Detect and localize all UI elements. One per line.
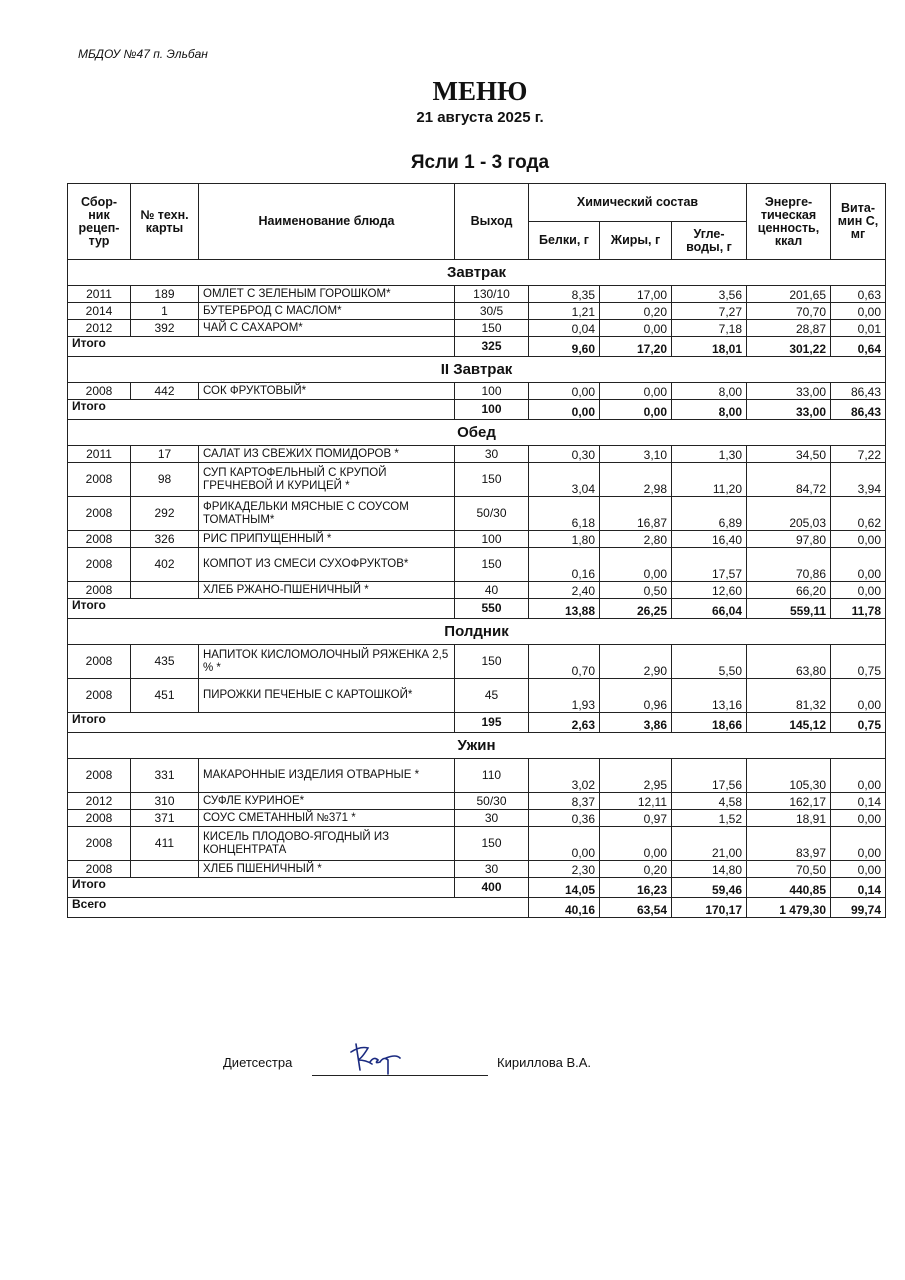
- dish-yield: 130/10: [455, 286, 529, 303]
- recipe-collection: 2008: [68, 645, 131, 679]
- energy-value: 70,70: [747, 303, 831, 320]
- section-title: II Завтрак: [68, 357, 886, 383]
- fat-value: 17,00: [600, 286, 672, 303]
- vitamin-c-value: 0,75: [831, 645, 886, 679]
- vitamin-c-value: 3,94: [831, 463, 886, 497]
- fat-value: 0,00: [600, 320, 672, 337]
- recipe-collection: 2011: [68, 286, 131, 303]
- dish-name: ПИРОЖКИ ПЕЧЕНЫЕ С КАРТОШКОЙ*: [199, 679, 455, 713]
- tech-card-number: 331: [131, 759, 199, 793]
- total-protein: 13,88: [529, 599, 600, 619]
- protein-value: 8,35: [529, 286, 600, 303]
- total-energy: 559,11: [747, 599, 831, 619]
- fat-value: 0,00: [600, 548, 672, 582]
- dish-name: КИСЕЛЬ ПЛОДОВО-ЯГОДНЫЙ ИЗ КОНЦЕНТРАТА: [199, 827, 455, 861]
- menu-table: [67, 183, 886, 918]
- energy-value: 105,30: [747, 759, 831, 793]
- fat-value: 2,95: [600, 759, 672, 793]
- protein-value: 0,04: [529, 320, 600, 337]
- section-total-row: [68, 400, 886, 420]
- signature-role: Диетсестра: [223, 1055, 293, 1070]
- protein-value: 2,30: [529, 861, 600, 878]
- energy-value: 201,65: [747, 286, 831, 303]
- energy-value: 70,50: [747, 861, 831, 878]
- total-yield: 195: [455, 713, 529, 733]
- total-energy: 440,85: [747, 878, 831, 898]
- carbs-value: 4,58: [672, 793, 747, 810]
- menu-body: [68, 260, 886, 918]
- col-name: Наименование блюда: [199, 184, 455, 260]
- col-fat: Жиры, г: [600, 222, 672, 260]
- tech-card-number: 411: [131, 827, 199, 861]
- dish-name: САЛАТ ИЗ СВЕЖИХ ПОМИДОРОВ *: [199, 446, 455, 463]
- organization-name: МБДОУ №47 п. Эльбан: [78, 47, 208, 61]
- total-fat: 26,25: [600, 599, 672, 619]
- energy-value: 66,20: [747, 582, 831, 599]
- dish-yield: 30: [455, 861, 529, 878]
- energy-value: 81,32: [747, 679, 831, 713]
- section-title: Ужин: [68, 733, 886, 759]
- energy-value: 162,17: [747, 793, 831, 810]
- handwritten-signature: [348, 1040, 408, 1076]
- section-title: Обед: [68, 420, 886, 446]
- protein-value: 3,04: [529, 463, 600, 497]
- energy-value: 33,00: [747, 383, 831, 400]
- dish-row: [68, 463, 886, 497]
- carbs-value: 17,56: [672, 759, 747, 793]
- dish-row: [68, 827, 886, 861]
- recipe-collection: 2008: [68, 582, 131, 599]
- tech-card-number: 392: [131, 320, 199, 337]
- tech-card-number: 310: [131, 793, 199, 810]
- tech-card-number: [131, 582, 199, 599]
- recipe-collection: 2008: [68, 827, 131, 861]
- recipe-collection: 2014: [68, 303, 131, 320]
- vitamin-c-value: 0,00: [831, 582, 886, 599]
- total-label: Итого: [68, 713, 455, 733]
- fat-value: 2,80: [600, 531, 672, 548]
- vitamin-c-value: 0,00: [831, 548, 886, 582]
- recipe-collection: 2008: [68, 759, 131, 793]
- carbs-value: 1,52: [672, 810, 747, 827]
- total-yield: 325: [455, 337, 529, 357]
- grand-total-row: [68, 898, 886, 918]
- dish-yield: 110: [455, 759, 529, 793]
- tech-card-number: 292: [131, 497, 199, 531]
- dish-name: НАПИТОК КИСЛОМОЛОЧНЫЙ РЯЖЕНКА 2,5 % *: [199, 645, 455, 679]
- dish-yield: 100: [455, 383, 529, 400]
- tech-card-number: 17: [131, 446, 199, 463]
- dish-row: [68, 548, 886, 582]
- protein-value: 1,21: [529, 303, 600, 320]
- vitamin-c-value: 0,62: [831, 497, 886, 531]
- total-label: Итого: [68, 878, 455, 898]
- protein-value: 2,40: [529, 582, 600, 599]
- dish-yield: 40: [455, 582, 529, 599]
- col-yield: Выход: [455, 184, 529, 260]
- age-group: Ясли 1 - 3 года: [410, 152, 550, 173]
- energy-value: 63,80: [747, 645, 831, 679]
- recipe-collection: 2008: [68, 383, 131, 400]
- carbs-value: 5,50: [672, 645, 747, 679]
- section-total-row: [68, 713, 886, 733]
- total-carbs: 18,66: [672, 713, 747, 733]
- vitamin-c-value: 0,00: [831, 531, 886, 548]
- dish-row: [68, 793, 886, 810]
- total-fat: 17,20: [600, 337, 672, 357]
- tech-card-number: 1: [131, 303, 199, 320]
- dish-row: [68, 497, 886, 531]
- total-label: Итого: [68, 400, 455, 420]
- section-total-row: [68, 878, 886, 898]
- total-vitamin-c: 0,64: [831, 337, 886, 357]
- protein-value: 0,00: [529, 827, 600, 861]
- col-carbs: Угле-воды, г: [672, 222, 747, 260]
- total-protein: 14,05: [529, 878, 600, 898]
- dish-yield: 30: [455, 446, 529, 463]
- dish-row: [68, 810, 886, 827]
- total-label: Итого: [68, 599, 455, 619]
- energy-value: 70,86: [747, 548, 831, 582]
- recipe-collection: 2008: [68, 531, 131, 548]
- total-fat: 16,23: [600, 878, 672, 898]
- vitamin-c-value: 0,14: [831, 793, 886, 810]
- protein-value: 0,00: [529, 383, 600, 400]
- total-yield: 550: [455, 599, 529, 619]
- dish-yield: 30/5: [455, 303, 529, 320]
- protein-value: 0,70: [529, 645, 600, 679]
- total-protein: 0,00: [529, 400, 600, 420]
- grand-total-energy: 1 479,30: [747, 898, 831, 918]
- dish-row: [68, 645, 886, 679]
- col-energy: Энерге-тическая ценность, ккал: [747, 184, 831, 260]
- total-protein: 9,60: [529, 337, 600, 357]
- carbs-value: 17,57: [672, 548, 747, 582]
- protein-value: 0,30: [529, 446, 600, 463]
- col-chem: Химический состав: [529, 184, 747, 222]
- total-yield: 100: [455, 400, 529, 420]
- fat-value: 0,96: [600, 679, 672, 713]
- dish-name: ХЛЕБ РЖАНО-ПШЕНИЧНЫЙ *: [199, 582, 455, 599]
- recipe-collection: 2012: [68, 320, 131, 337]
- section-breakfast2: [68, 357, 886, 383]
- total-carbs: 66,04: [672, 599, 747, 619]
- total-energy: 145,12: [747, 713, 831, 733]
- dish-row: [68, 861, 886, 878]
- dish-row: [68, 759, 886, 793]
- total-protein: 2,63: [529, 713, 600, 733]
- section-dinner: [68, 733, 886, 759]
- fat-value: 12,11: [600, 793, 672, 810]
- dish-row: [68, 286, 886, 303]
- dish-name: ФРИКАДЕЛЬКИ МЯСНЫЕ С СОУСОМ ТОМАТНЫМ*: [199, 497, 455, 531]
- dish-row: [68, 303, 886, 320]
- total-vitamin-c: 0,75: [831, 713, 886, 733]
- vitamin-c-value: 0,00: [831, 759, 886, 793]
- page-title: МЕНЮ: [432, 76, 528, 106]
- dish-name: ЧАЙ С САХАРОМ*: [199, 320, 455, 337]
- energy-value: 83,97: [747, 827, 831, 861]
- dish-yield: 45: [455, 679, 529, 713]
- dish-row: [68, 679, 886, 713]
- col-collection: Сбор-ник рецеп-тур: [68, 184, 131, 260]
- vitamin-c-value: 0,00: [831, 679, 886, 713]
- section-total-row: [68, 337, 886, 357]
- energy-value: 97,80: [747, 531, 831, 548]
- fat-value: 0,50: [600, 582, 672, 599]
- carbs-value: 12,60: [672, 582, 747, 599]
- vitamin-c-value: 0,00: [831, 810, 886, 827]
- dish-name: КОМПОТ ИЗ СМЕСИ СУХОФРУКТОВ*: [199, 548, 455, 582]
- dish-name: СУП КАРТОФЕЛЬНЫЙ С КРУПОЙ ГРЕЧНЕВОЙ И КУРИЦЕЙ *: [199, 463, 455, 497]
- protein-value: 0,36: [529, 810, 600, 827]
- protein-value: 3,02: [529, 759, 600, 793]
- grand-total-label: Всего: [68, 898, 529, 918]
- recipe-collection: 2008: [68, 861, 131, 878]
- recipe-collection: 2008: [68, 810, 131, 827]
- total-energy: 301,22: [747, 337, 831, 357]
- vitamin-c-value: 86,43: [831, 383, 886, 400]
- signature-name: Кириллова В.А.: [497, 1055, 592, 1070]
- dish-name: СОК ФРУКТОВЫЙ*: [199, 383, 455, 400]
- carbs-value: 8,00: [672, 383, 747, 400]
- energy-value: 28,87: [747, 320, 831, 337]
- dish-yield: 150: [455, 548, 529, 582]
- section-snack: [68, 619, 886, 645]
- tech-card-number: 442: [131, 383, 199, 400]
- protein-value: 8,37: [529, 793, 600, 810]
- total-carbs: 8,00: [672, 400, 747, 420]
- total-fat: 3,86: [600, 713, 672, 733]
- tech-card-number: 402: [131, 548, 199, 582]
- dish-yield: 50/30: [455, 497, 529, 531]
- dish-name: ХЛЕБ ПШЕНИЧНЫЙ *: [199, 861, 455, 878]
- fat-value: 0,20: [600, 303, 672, 320]
- total-carbs: 59,46: [672, 878, 747, 898]
- carbs-value: 16,40: [672, 531, 747, 548]
- dish-name: РИС ПРИПУЩЕННЫЙ *: [199, 531, 455, 548]
- dish-row: [68, 531, 886, 548]
- dish-yield: 50/30: [455, 793, 529, 810]
- grand-total-fat: 63,54: [600, 898, 672, 918]
- fat-value: 0,00: [600, 827, 672, 861]
- tech-card-number: 98: [131, 463, 199, 497]
- vitamin-c-value: 0,00: [831, 827, 886, 861]
- dish-name: ОМЛЕТ С ЗЕЛЕНЫМ ГОРОШКОМ*: [199, 286, 455, 303]
- fat-value: 0,20: [600, 861, 672, 878]
- fat-value: 2,98: [600, 463, 672, 497]
- fat-value: 3,10: [600, 446, 672, 463]
- recipe-collection: 2008: [68, 497, 131, 531]
- energy-value: 34,50: [747, 446, 831, 463]
- protein-value: 1,80: [529, 531, 600, 548]
- carbs-value: 6,89: [672, 497, 747, 531]
- fat-value: 0,97: [600, 810, 672, 827]
- fat-value: 2,90: [600, 645, 672, 679]
- carbs-value: 3,56: [672, 286, 747, 303]
- recipe-collection: 2008: [68, 679, 131, 713]
- total-label: Итого: [68, 337, 455, 357]
- protein-value: 0,16: [529, 548, 600, 582]
- dish-row: [68, 446, 886, 463]
- energy-value: 205,03: [747, 497, 831, 531]
- dish-yield: 150: [455, 463, 529, 497]
- col-vitc: Вита-мин С, мг: [831, 184, 886, 260]
- dish-row: [68, 320, 886, 337]
- section-title: Завтрак: [68, 260, 886, 286]
- total-fat: 0,00: [600, 400, 672, 420]
- section-breakfast: [68, 260, 886, 286]
- total-yield: 400: [455, 878, 529, 898]
- vitamin-c-value: 0,00: [831, 303, 886, 320]
- dish-name: СОУС СМЕТАННЫЙ №371 *: [199, 810, 455, 827]
- vitamin-c-value: 0,00: [831, 861, 886, 878]
- grand-total-protein: 40,16: [529, 898, 600, 918]
- col-card: № техн. карты: [131, 184, 199, 260]
- carbs-value: 11,20: [672, 463, 747, 497]
- dish-name: МАКАРОННЫЕ ИЗДЕЛИЯ ОТВАРНЫЕ *: [199, 759, 455, 793]
- energy-value: 18,91: [747, 810, 831, 827]
- total-vitamin-c: 11,78: [831, 599, 886, 619]
- total-energy: 33,00: [747, 400, 831, 420]
- recipe-collection: 2008: [68, 463, 131, 497]
- grand-total-carbs: 170,17: [672, 898, 747, 918]
- tech-card-number: 326: [131, 531, 199, 548]
- energy-value: 84,72: [747, 463, 831, 497]
- carbs-value: 21,00: [672, 827, 747, 861]
- recipe-collection: 2012: [68, 793, 131, 810]
- dish-yield: 150: [455, 320, 529, 337]
- dish-name: БУТЕРБРОД С МАСЛОМ*: [199, 303, 455, 320]
- fat-value: 0,00: [600, 383, 672, 400]
- section-lunch: [68, 420, 886, 446]
- carbs-value: 7,18: [672, 320, 747, 337]
- fat-value: 16,87: [600, 497, 672, 531]
- carbs-value: 1,30: [672, 446, 747, 463]
- menu-date: 21 августа 2025 г.: [416, 109, 544, 126]
- tech-card-number: 189: [131, 286, 199, 303]
- grand-total-vitamin-c: 99,74: [831, 898, 886, 918]
- dish-row: [68, 383, 886, 400]
- tech-card-number: 371: [131, 810, 199, 827]
- tech-card-number: [131, 861, 199, 878]
- carbs-value: 13,16: [672, 679, 747, 713]
- section-title: Полдник: [68, 619, 886, 645]
- total-carbs: 18,01: [672, 337, 747, 357]
- vitamin-c-value: 0,63: [831, 286, 886, 303]
- protein-value: 6,18: [529, 497, 600, 531]
- dish-yield: 30: [455, 810, 529, 827]
- col-protein: Белки, г: [529, 222, 600, 260]
- tech-card-number: 451: [131, 679, 199, 713]
- section-total-row: [68, 599, 886, 619]
- carbs-value: 14,80: [672, 861, 747, 878]
- recipe-collection: 2008: [68, 548, 131, 582]
- tech-card-number: 435: [131, 645, 199, 679]
- carbs-value: 7,27: [672, 303, 747, 320]
- total-vitamin-c: 0,14: [831, 878, 886, 898]
- total-vitamin-c: 86,43: [831, 400, 886, 420]
- protein-value: 1,93: [529, 679, 600, 713]
- vitamin-c-value: 7,22: [831, 446, 886, 463]
- dish-row: [68, 582, 886, 599]
- dish-yield: 150: [455, 645, 529, 679]
- vitamin-c-value: 0,01: [831, 320, 886, 337]
- recipe-collection: 2011: [68, 446, 131, 463]
- dish-yield: 100: [455, 531, 529, 548]
- dish-yield: 150: [455, 827, 529, 861]
- dish-name: СУФЛЕ КУРИНОЕ*: [199, 793, 455, 810]
